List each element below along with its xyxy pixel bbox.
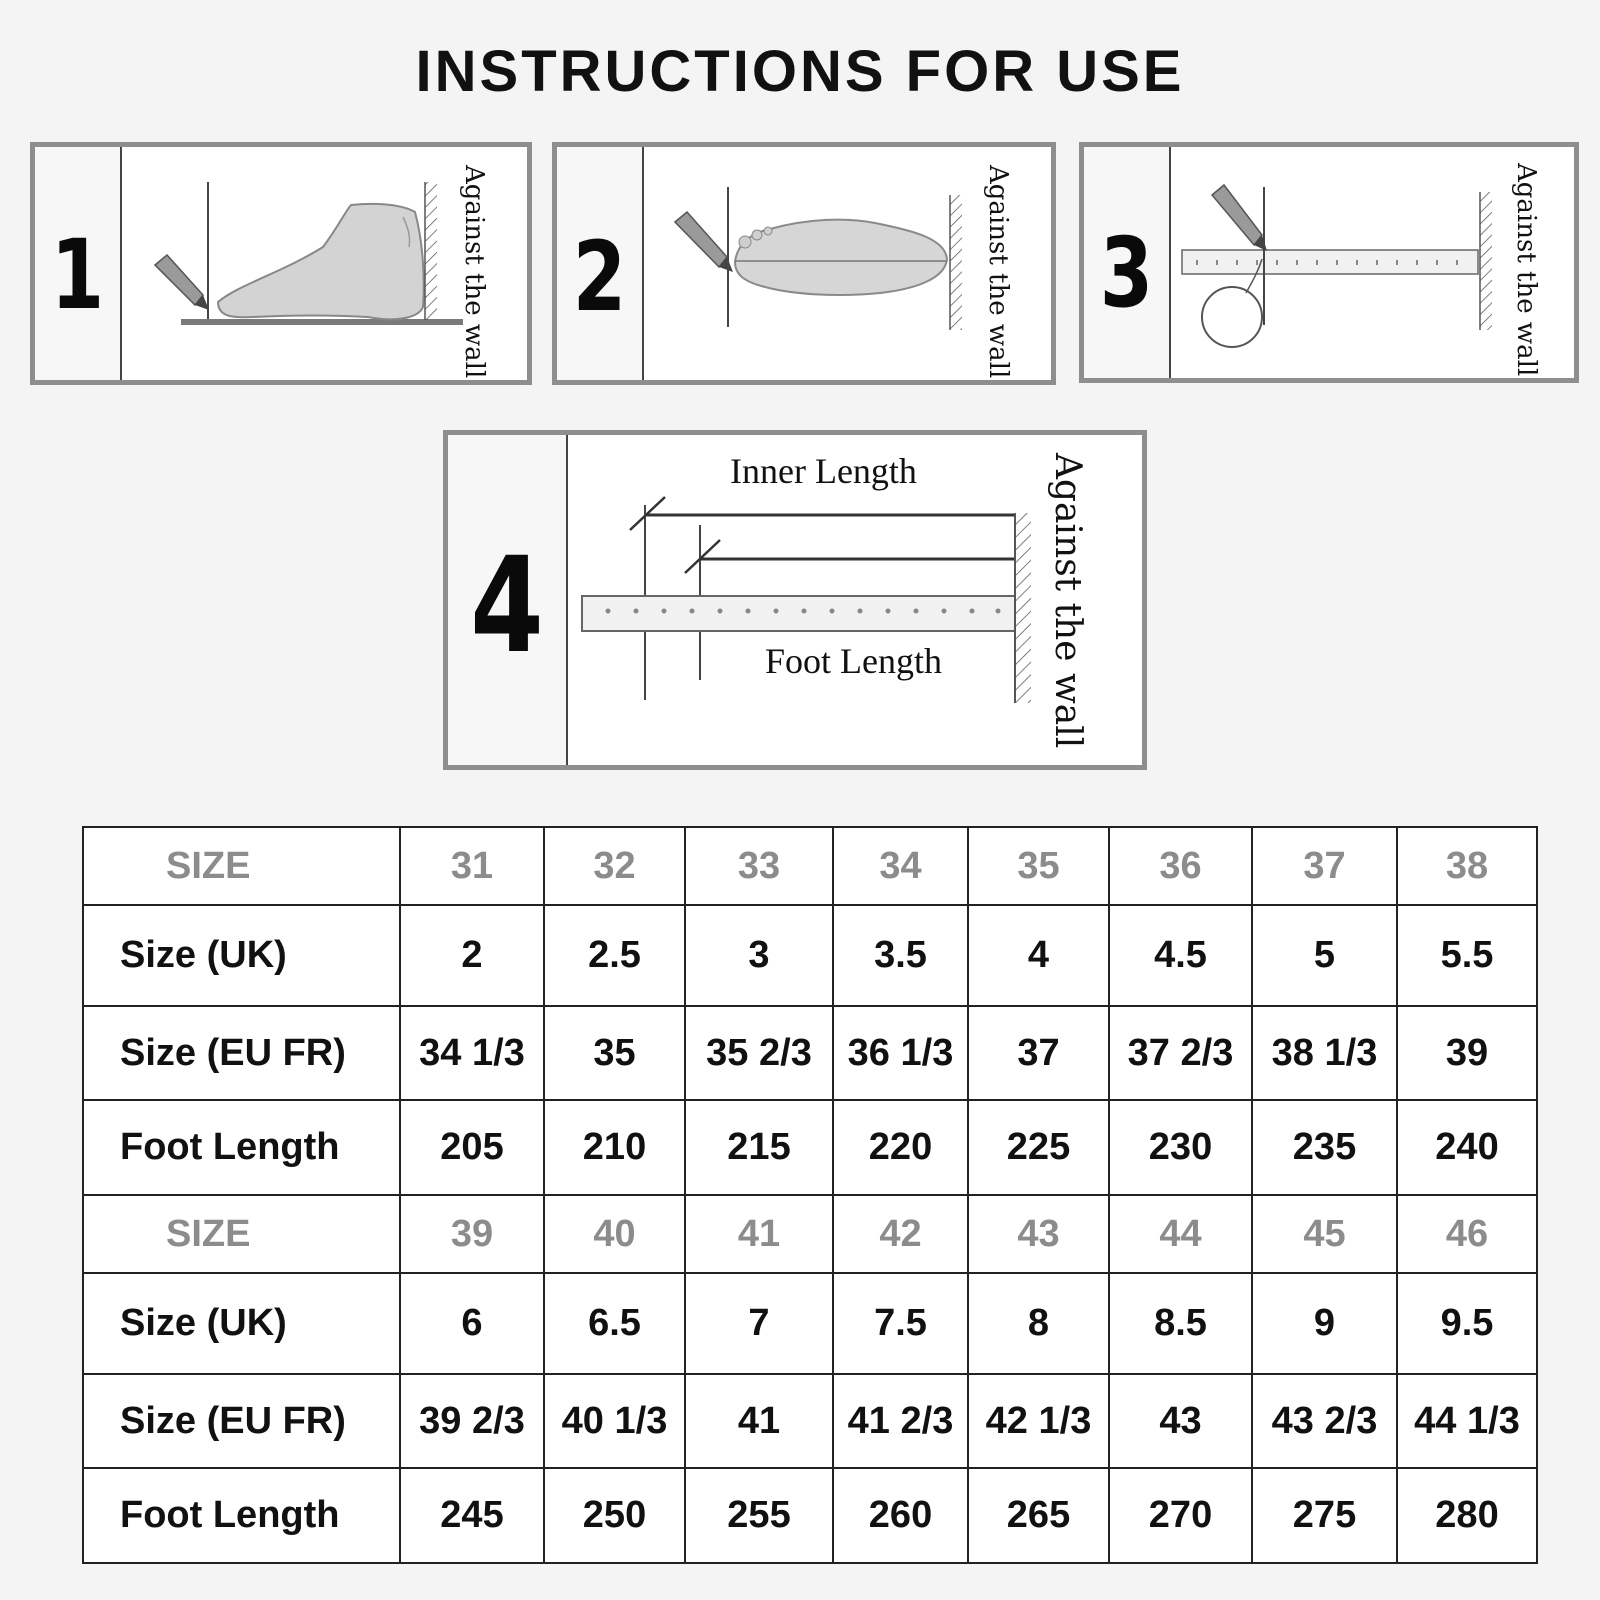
row-label: Foot Length xyxy=(83,1100,400,1195)
table-cell: 33 xyxy=(685,827,833,905)
table-cell: 6 xyxy=(400,1273,544,1374)
table-cell: 255 xyxy=(685,1468,833,1563)
table-cell: 2 xyxy=(400,905,544,1006)
table-cell: 225 xyxy=(968,1100,1109,1195)
table-cell: 41 xyxy=(685,1374,833,1469)
row-label: SIZE xyxy=(83,827,400,905)
table-cell: 8 xyxy=(968,1273,1109,1374)
pencil-icon xyxy=(1212,185,1267,251)
step-2-panel xyxy=(552,142,1056,385)
table-cell: 4.5 xyxy=(1109,905,1252,1006)
table-cell: 3.5 xyxy=(833,905,968,1006)
step-4-number: 4 xyxy=(470,529,544,683)
table-cell: 38 xyxy=(1397,827,1537,905)
table-cell: 43 2/3 xyxy=(1252,1374,1397,1469)
row-label: SIZE xyxy=(83,1195,400,1273)
foot-top-view-illustration xyxy=(645,147,1050,380)
step-3-wall-label: Against the wall xyxy=(1511,163,1541,377)
table-cell: 44 1/3 xyxy=(1397,1374,1537,1469)
row-label: Size (EU FR) xyxy=(83,1374,400,1469)
table-cell: 39 xyxy=(400,1195,544,1273)
table-cell: 40 xyxy=(544,1195,685,1273)
table-cell: 275 xyxy=(1252,1468,1397,1563)
inner-length-label: Inner Length xyxy=(730,451,917,491)
step-1-panel xyxy=(30,142,532,385)
table-cell: 35 2/3 xyxy=(685,1006,833,1101)
foot-side-view-illustration xyxy=(123,147,523,380)
table-cell: 205 xyxy=(400,1100,544,1195)
table-cell: 36 xyxy=(1109,827,1252,905)
table-cell: 7 xyxy=(685,1273,833,1374)
table-cell: 42 xyxy=(833,1195,968,1273)
table-cell: 41 xyxy=(685,1195,833,1273)
table-cell: 39 2/3 xyxy=(400,1374,544,1469)
table-cell: 5.5 xyxy=(1397,905,1537,1006)
step-2-number: 2 xyxy=(572,221,627,333)
table-cell: 37 xyxy=(968,1006,1109,1101)
table-cell: 210 xyxy=(544,1100,685,1195)
table-cell: 3 xyxy=(685,905,833,1006)
table-row xyxy=(83,1006,1537,1101)
table-cell: 39 xyxy=(1397,1006,1537,1101)
table-cell: 260 xyxy=(833,1468,968,1563)
table-cell: 38 1/3 xyxy=(1252,1006,1397,1101)
table-cell: 32 xyxy=(544,827,685,905)
inner-vs-foot-length-illustration xyxy=(570,435,1145,765)
table-row xyxy=(83,1195,1537,1273)
table-cell: 45 xyxy=(1252,1195,1397,1273)
table-cell: 4 xyxy=(968,905,1109,1006)
table-cell: 44 xyxy=(1109,1195,1252,1273)
table-cell: 6.5 xyxy=(544,1273,685,1374)
table-cell: 230 xyxy=(1109,1100,1252,1195)
foot-length-label: Foot Length xyxy=(765,641,942,681)
pencil-icon xyxy=(155,255,209,310)
table-cell: 35 xyxy=(544,1006,685,1101)
step-2-wall-label: Against the wall xyxy=(983,165,1013,379)
row-label: Size (UK) xyxy=(83,1273,400,1374)
table-cell: 8.5 xyxy=(1109,1273,1252,1374)
table-cell: 43 xyxy=(1109,1374,1252,1469)
table-row xyxy=(83,1374,1537,1469)
row-label: Size (UK) xyxy=(83,905,400,1006)
table-cell: 7.5 xyxy=(833,1273,968,1374)
table-cell: 34 xyxy=(833,827,968,905)
table-cell: 250 xyxy=(544,1468,685,1563)
table-cell: 35 xyxy=(968,827,1109,905)
page-title: INSTRUCTIONS FOR USE xyxy=(415,39,1185,104)
table-cell: 37 2/3 xyxy=(1109,1006,1252,1101)
table-cell: 40 1/3 xyxy=(544,1374,685,1469)
table-cell: 34 1/3 xyxy=(400,1006,544,1101)
table-cell: 31 xyxy=(400,827,544,905)
step-1-wall-label: Against the wall xyxy=(459,165,489,379)
table-row xyxy=(83,827,1537,905)
table-row xyxy=(83,1100,1537,1195)
ruler-measure-illustration xyxy=(1172,147,1577,378)
table-cell: 280 xyxy=(1397,1468,1537,1563)
table-cell: 240 xyxy=(1397,1100,1537,1195)
size-chart-table xyxy=(82,826,1538,1564)
table-cell: 42 1/3 xyxy=(968,1374,1109,1469)
table-cell: 43 xyxy=(968,1195,1109,1273)
step-3-number: 3 xyxy=(1099,217,1154,329)
step-1-number: 1 xyxy=(50,219,105,331)
table-cell: 245 xyxy=(400,1468,544,1563)
table-cell: 2.5 xyxy=(544,905,685,1006)
table-cell: 41 2/3 xyxy=(833,1374,968,1469)
table-cell: 215 xyxy=(685,1100,833,1195)
table-cell: 36 1/3 xyxy=(833,1006,968,1101)
row-label: Size (EU FR) xyxy=(83,1006,400,1101)
table-cell: 46 xyxy=(1397,1195,1537,1273)
step-3-panel xyxy=(1079,142,1579,383)
table-row xyxy=(83,1468,1537,1563)
table-cell: 37 xyxy=(1252,827,1397,905)
table-cell: 235 xyxy=(1252,1100,1397,1195)
step-4-wall-label: Against the wall xyxy=(1047,453,1088,749)
row-label: Foot Length xyxy=(83,1468,400,1563)
table-cell: 9.5 xyxy=(1397,1273,1537,1374)
step-4-panel xyxy=(443,430,1147,770)
table-cell: 270 xyxy=(1109,1468,1252,1563)
table-cell: 9 xyxy=(1252,1273,1397,1374)
table-cell: 265 xyxy=(968,1468,1109,1563)
table-cell: 5 xyxy=(1252,905,1397,1006)
table-cell: 220 xyxy=(833,1100,968,1195)
table-row xyxy=(83,1273,1537,1374)
table-row xyxy=(83,905,1537,1006)
pencil-icon xyxy=(675,212,733,272)
